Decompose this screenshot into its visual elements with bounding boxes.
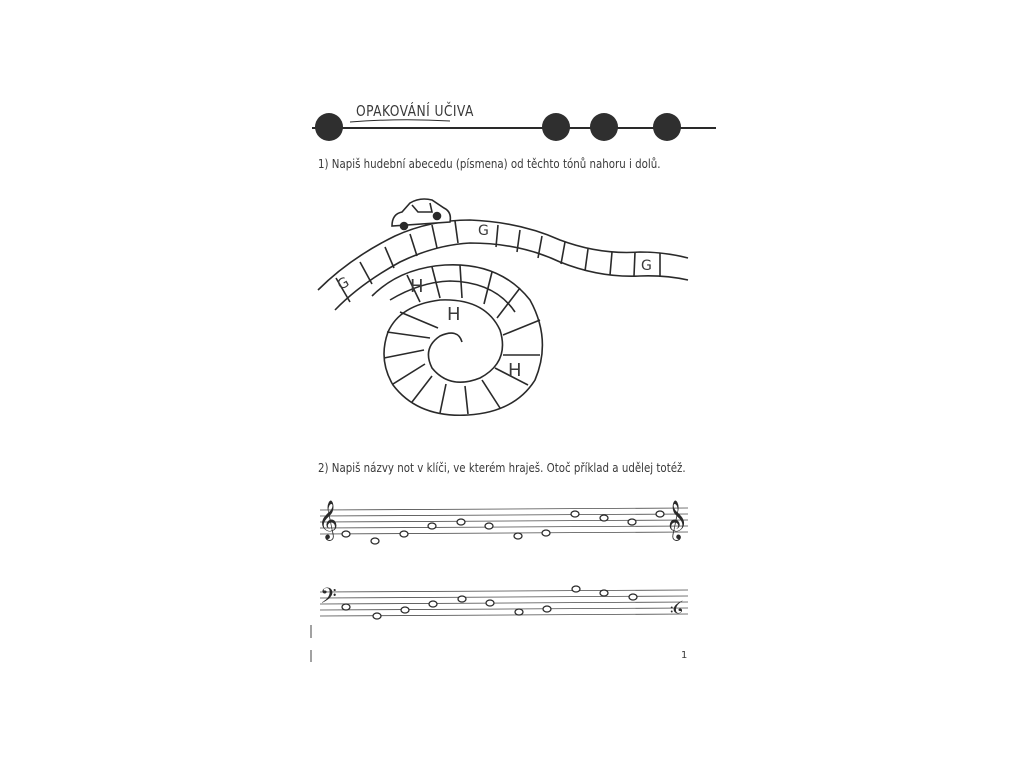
whole-note <box>629 594 637 600</box>
whole-note <box>373 613 381 619</box>
whole-note <box>656 511 664 517</box>
whole-note <box>543 606 551 612</box>
bass-clef-icon: 𝄢 <box>320 584 337 614</box>
whole-note <box>486 600 494 606</box>
treble-clef-icon: 𝄞 <box>318 500 339 540</box>
road-letter: G <box>334 274 353 294</box>
whole-note <box>342 604 350 610</box>
whole-note <box>400 531 408 537</box>
whole-note <box>342 531 350 537</box>
whole-note <box>600 515 608 521</box>
whole-note <box>429 601 437 607</box>
exercise-1-instruction: 1) Napiš hudební abecedu (písmena) od těchto tónů nahoru i dolů. <box>318 156 661 171</box>
spiral-letter: H <box>447 304 461 325</box>
whole-note <box>485 523 493 529</box>
bass-clef-end-icon: 𝄢 <box>670 591 685 616</box>
spiral-letter: H <box>508 360 522 381</box>
whole-note <box>628 519 636 525</box>
whole-note <box>428 523 436 529</box>
whole-note <box>542 530 550 536</box>
exercise-2-instruction: 2) Napiš názvy not v klíči, ve kterém hraješ. Otoč příklad a udělej totéž. <box>318 460 686 475</box>
spiral-letter: H <box>410 276 424 297</box>
whole-note <box>457 519 465 525</box>
road-letter: G <box>641 258 652 274</box>
whole-note <box>514 533 522 539</box>
whole-note <box>515 609 523 615</box>
whole-note <box>371 538 379 544</box>
whole-note <box>571 511 579 517</box>
whole-note <box>401 607 409 613</box>
page-number: 1 <box>681 650 688 661</box>
whole-note <box>600 590 608 596</box>
whole-note <box>572 586 580 592</box>
road-letter: G <box>478 223 489 239</box>
treble-clef-end-icon: 𝄞 <box>668 500 689 540</box>
whole-note <box>458 596 466 602</box>
page-title: OPAKOVÁNÍ UČIVA <box>356 102 474 120</box>
